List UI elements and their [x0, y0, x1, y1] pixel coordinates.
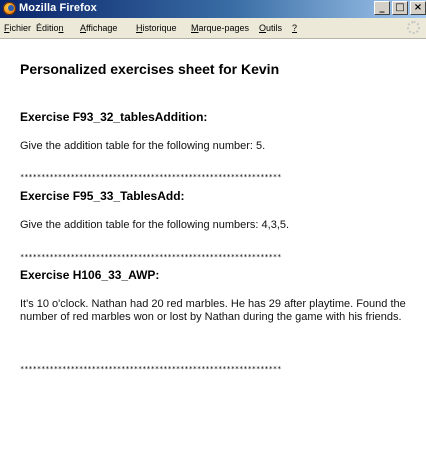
menu-edition[interactable]: Édition [36, 23, 64, 33]
minimize-button[interactable]: _ [374, 1, 390, 15]
exercise-text: Give the addition table for the following number: 5. [20, 140, 266, 152]
separator: ************************************************************** [20, 365, 282, 373]
exercise-text: It's 10 o'clock. Nathan had 20 red marbles. He has 29 after playtime. Found the number of red marbles won or lost by Nathan during the game with his friends. [20, 298, 406, 323]
exercise-heading: Exercise F95_33_TablesAdd: [20, 189, 185, 203]
window-controls [372, 1, 426, 17]
maximize-button[interactable]: □ [392, 1, 408, 15]
separator: ************************************************************** [20, 253, 282, 261]
menu-historique[interactable]: Historique [136, 23, 177, 33]
exercise-block [20, 268, 415, 324]
exercise-heading: Exercise F93_32_tablesAddition: [20, 110, 208, 124]
exercise-heading: Exercise H106_33_AWP: [20, 268, 160, 282]
exercise-block [20, 189, 415, 232]
menu-bar [0, 18, 426, 39]
exercise-text: Give the addition table for the following numbers: 4,3,5. [20, 219, 290, 231]
menu-fichier[interactable]: Fichier [4, 23, 32, 33]
title-bar[interactable] [0, 0, 426, 18]
page-title: Personalized exercises sheet for Kevin [20, 61, 280, 77]
throbber-icon [407, 21, 420, 34]
window-title: Mozilla Firefox [19, 2, 97, 14]
page-content [0, 39, 426, 462]
firefox-icon[interactable] [3, 2, 16, 15]
menu-affichage[interactable]: Affichage [80, 23, 118, 33]
separator: ************************************************************** [20, 173, 282, 181]
menu-outils[interactable]: Outils [259, 23, 283, 33]
close-button[interactable]: × [410, 1, 426, 15]
exercise-block [20, 110, 415, 153]
menu-help[interactable]: ? [292, 23, 298, 33]
menu-marque-pages[interactable]: Marque-pages [191, 23, 250, 33]
